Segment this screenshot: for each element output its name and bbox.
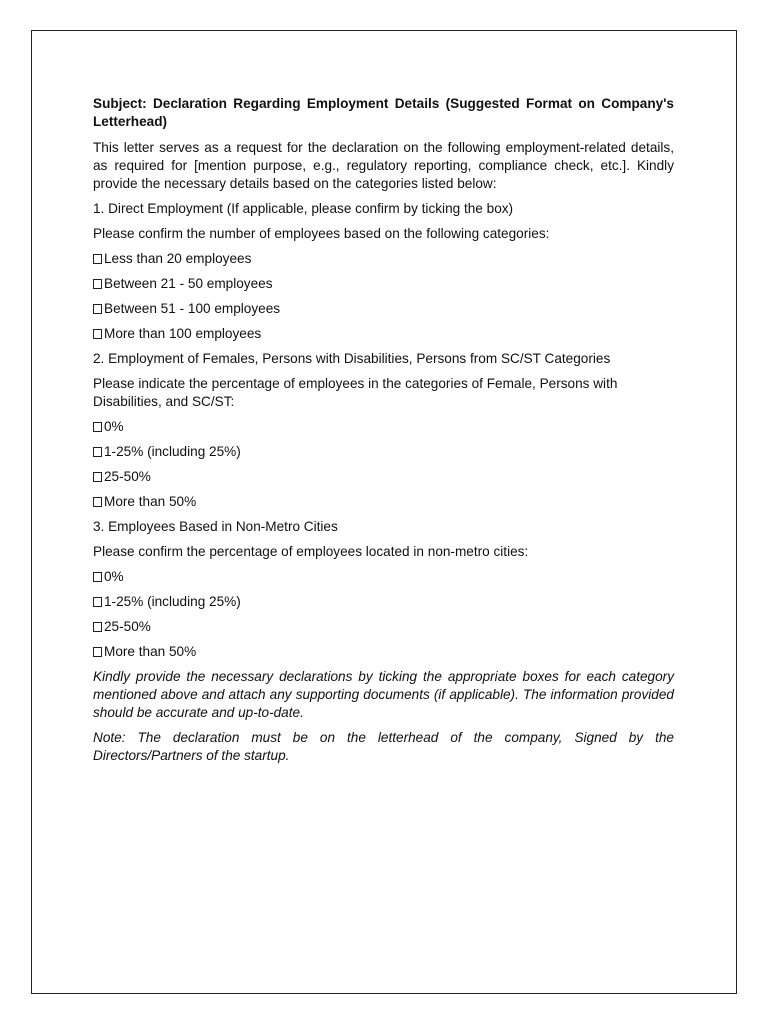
section-1-heading: 1. Direct Employment (If applicable, please confirm by ticking the box) [93, 201, 514, 216]
checkbox-icon[interactable] [93, 572, 102, 582]
option-label: More than 50% [104, 644, 197, 659]
option-label: 0% [104, 419, 124, 434]
option-label: 25-50% [104, 619, 151, 634]
checkbox-icon[interactable] [93, 279, 102, 289]
section-2-option-4[interactable] [93, 493, 674, 511]
section-1-option-3[interactable] [93, 300, 674, 318]
option-label: Between 51 - 100 employees [104, 301, 281, 316]
option-label: 1-25% (including 25%) [104, 444, 241, 459]
checkbox-icon[interactable] [93, 622, 102, 632]
checkbox-icon[interactable] [93, 254, 102, 264]
option-label: More than 100 employees [104, 326, 262, 341]
checkbox-icon[interactable] [93, 597, 102, 607]
option-label: More than 50% [104, 494, 197, 509]
section-3-option-2[interactable] [93, 593, 674, 611]
checkbox-icon[interactable] [93, 647, 102, 657]
section-1-prompt: Please confirm the number of employees based on the following categories: [93, 226, 550, 241]
section-1-option-2[interactable] [93, 275, 674, 293]
option-label: 0% [104, 569, 124, 584]
subject-line: Subject: Declaration Regarding Employment Details (Suggested Format on Company's Letterhead) [93, 96, 674, 129]
option-label: 25-50% [104, 469, 151, 484]
section-3-option-4[interactable] [93, 643, 674, 661]
section-3-prompt: Please confirm the percentage of employees located in non-metro cities: [93, 544, 529, 559]
section-2-prompt: Please indicate the percentage of employees in the categories of Female, Persons with Disabilities, and SC/ST: [93, 376, 618, 409]
section-3-option-3[interactable] [93, 618, 674, 636]
section-2-option-2[interactable] [93, 443, 674, 461]
section-3-option-1[interactable] [93, 568, 674, 586]
checkbox-icon[interactable] [93, 447, 102, 457]
checkbox-icon[interactable] [93, 329, 102, 339]
section-1-option-4[interactable] [93, 325, 674, 343]
section-1-option-1[interactable] [93, 250, 674, 268]
section-2-heading: 2. Employment of Females, Persons with Disabilities, Persons from SC/ST Categories [93, 351, 611, 366]
option-label: 1-25% (including 25%) [104, 594, 241, 609]
checkbox-icon[interactable] [93, 422, 102, 432]
document-body [93, 95, 674, 772]
option-label: Between 21 - 50 employees [104, 276, 273, 291]
checkbox-icon[interactable] [93, 472, 102, 482]
note-paragraph: Note: The declaration must be on the letterhead of the company, Signed by the Directors/Partners of the startup. [93, 730, 674, 763]
option-label: Less than 20 employees [104, 251, 252, 266]
section-2-option-1[interactable] [93, 418, 674, 436]
section-2-option-3[interactable] [93, 468, 674, 486]
closing-paragraph: Kindly provide the necessary declarations by ticking the appropriate boxes for each category mentioned above and attach any supporting documents (if applicable). The information provided should be accurate and up-to-date. [93, 669, 674, 720]
checkbox-icon[interactable] [93, 304, 102, 314]
section-3-heading: 3. Employees Based in Non-Metro Cities [93, 519, 338, 534]
intro-paragraph: This letter serves as a request for the declaration on the following employment-related details, as required for [mention purpose, e.g., regulatory reporting, compliance check, etc.]. Kindly provide the necessary details based on the categories listed below: [93, 140, 674, 191]
checkbox-icon[interactable] [93, 497, 102, 507]
